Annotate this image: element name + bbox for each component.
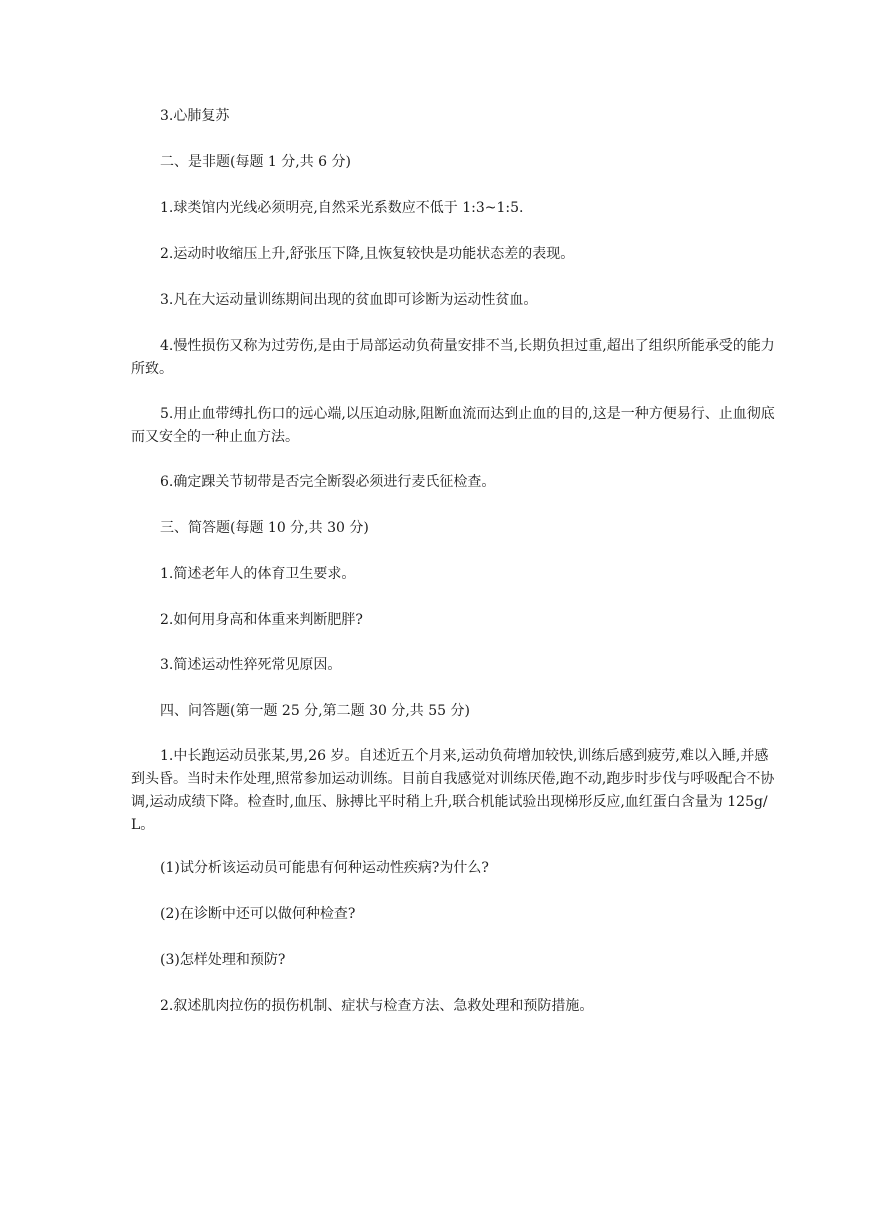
section-heading-short-answer: 三、简答题(每题 10 分,共 30 分) — [160, 520, 369, 536]
short-answer-question-2: 2.如何用身高和体重来判断肥胖? — [160, 612, 363, 628]
true-false-question-3: 3.凡在大运动量训练期间出现的贫血即可诊断为运动性贫血。 — [160, 292, 538, 308]
essay-subquestion-2: (2)在诊断中还可以做何种检查? — [160, 906, 356, 922]
section-heading-true-false: 二、是非题(每题 1 分,共 6 分) — [160, 154, 351, 170]
true-false-question-6: 6.确定踝关节韧带是否完全断裂必须进行麦氏征检查。 — [160, 474, 496, 490]
short-answer-question-1: 1.简述老年人的体育卫生要求。 — [160, 566, 356, 582]
essay-question-1: 1.中长跑运动员张某,男,26 岁。自述近五个月来,运动负荷增加较快,训练后感到疲劳,难以入睡,并感到头昏。当时未作处理,照常参加运动训练。目前自我感觉对训练厌倦,跑不动,跑步时步伐与呼吸配合不协调,运动成绩下降。检查时,血压、脉搏比平时稍上升,联合机能试验出现梯形反应,血红蛋白含量为 125g/L。 — [131, 748, 775, 833]
section-heading-essay: 四、问答题(第一题 25 分,第二题 30 分,共 55 分) — [160, 703, 470, 719]
essay-subquestion-3: (3)怎样处理和预防? — [160, 952, 286, 968]
true-false-question-2: 2.运动时收缩压上升,舒张压下降,且恢复较快是功能状态差的表现。 — [160, 246, 575, 262]
true-false-question-5: 5.用止血带缚扎伤口的远心端,以压迫动脉,阻断血流而达到止血的目的,这是一种方便易行、止血彻底而又安全的一种止血方法。 — [131, 406, 775, 445]
true-false-question-1: 1.球类馆内光线必须明亮,自然采光系数应不低于 1:3~1:5. — [160, 200, 524, 216]
item-cpr: 3.心肺复苏 — [160, 108, 230, 124]
essay-question-2: 2.叙述肌肉拉伤的损伤机制、症状与检查方法、急救处理和预防措施。 — [160, 998, 594, 1014]
short-answer-question-3: 3.简述运动性猝死常见原因。 — [160, 657, 342, 673]
true-false-question-4: 4.慢性损伤又称为过劳伤,是由于局部运动负荷量安排不当,长期负担过重,超出了组织所能承受的能力所致。 — [131, 338, 775, 377]
essay-subquestion-1: (1)试分析该运动员可能患有何种运动性疾病?为什么? — [160, 860, 489, 876]
